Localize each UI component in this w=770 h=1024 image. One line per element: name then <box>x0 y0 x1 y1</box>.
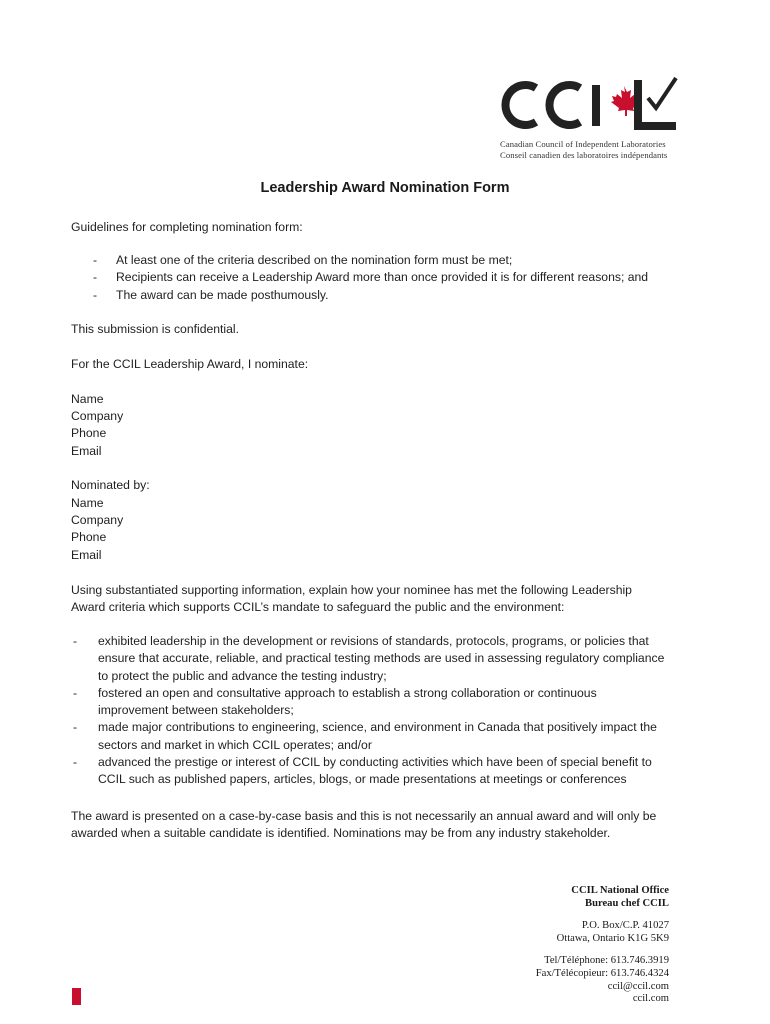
criteria-intro-line-2: Award criteria which supports CCIL’s mandate to safeguard the public and the environment: <box>71 600 565 614</box>
nominee-email-label: Email <box>71 444 102 458</box>
office-tel: Tel/Téléphone: 613.746.3919 <box>544 955 669 967</box>
nominator-email-label: Email <box>71 548 102 562</box>
ccil-logo-mark <box>498 72 688 134</box>
office-website[interactable]: ccil.com <box>632 993 669 1005</box>
office-address <box>536 885 669 1006</box>
check-icon <box>648 78 676 108</box>
office-name-fr: Bureau chef CCIL <box>585 897 669 909</box>
office-city: Ottawa, Ontario K1G 5K9 <box>556 932 669 944</box>
office-email[interactable]: ccil@ccil.com <box>607 980 669 992</box>
list-item: - fostered an open and consultative approach to establish a strong collaboration or continuous improvement between stakeholders; <box>73 685 597 718</box>
red-accent-bar <box>72 988 81 1005</box>
closing-line-1: The award is presented on a case-by-case basis and this is not necessarily an annual award and will only be <box>71 809 657 823</box>
ccil-logo <box>498 72 688 164</box>
nominee-company-label: Company <box>71 409 124 423</box>
guidelines-heading: Guidelines for completing nomination form: <box>71 220 303 234</box>
office-fax: Fax/Télécopieur: 613.746.4324 <box>535 967 669 979</box>
logo-subtitle-fr: Conseil canadien des laboratoires indépendants <box>500 150 668 160</box>
nominee-name-label: Name <box>71 392 104 406</box>
criteria-list <box>71 633 701 789</box>
nominator-phone-label: Phone <box>71 530 107 544</box>
list-item: - advanced the prestige or interest of CCIL by conducting activities which have been of special benefit to CCIL such as published papers, articles, blogs, or made presentations at meetings or conferences <box>73 755 652 787</box>
criteria-intro-line-1: Using substantiated supporting information, explain how your nominee has met the following Leadership <box>71 583 632 597</box>
page-title: Leadership Award Nomination Form <box>260 180 510 196</box>
nominee-phone-label: Phone <box>71 426 107 440</box>
list-item: - made major contributions to engineering, science, and environment in Canada that positively impact the sectors and market in which CCIL operates; and/or <box>73 720 657 752</box>
nominator-name-label: Name <box>71 496 104 510</box>
nominator-company-label: Company <box>71 513 124 527</box>
confidential-note: This submission is confidential. <box>71 322 239 336</box>
list-item: - exhibited leadership in the development or revisions of standards, protocols, programs, or policies that ensure that accurate, reliable, and practical testing methods are used in assessing regulatory compliance to protect the public and advance the testing industry; <box>73 634 665 683</box>
logo-subtitle-en: Canadian Council of Independent Laboratories <box>500 139 666 149</box>
closing-line-2: awarded when a suitable candidate is identified. Nominations may be from any industry stakeholder. <box>71 826 611 840</box>
office-po-box: P.O. Box/C.P. 41027 <box>581 920 669 932</box>
office-name-en: CCIL National Office <box>571 885 669 896</box>
nominated-by-heading: Nominated by: <box>71 478 150 492</box>
nominate-intro: For the CCIL Leadership Award, I nominate: <box>71 357 309 371</box>
document-page: Canadian Council of Independent Laboratories Conseil canadien des laboratoires indépendants Leadership Award Nomination Form Guidelines for completing nomination form: - At least one of the criteria described on the nomination form must be met; - Recipients can receive a Leadership Award more than once provided it is for different reasons; and - The award can be made posthumously. This submission is confidential. For the CCIL Leadership Award, I nominate: Name Company Phone Email Nominated by: Name Company Phone Email Using substantiated supporting information, explain how your nominee has met the following Leadership Award criteria which supports CCIL’s mandate to safeguard the public and the environment: - exhibited leadership in the development or revisions of standards, protocols, programs, or policies that ensure that accurate, reliable, and practical testing methods are used in assessing regulatory compliance to protect the public and advance the testing industry; - fostered an open and consultative approach to establish a strong collaboration or continuous improvement between stakeholders; - made major contributions to engineering, science, and environment in Canada that positively impact the sectors and market in which CCIL operates; and/or - advanced the prestige or interest of CCIL by conducting activities which have been of special benefit to CCIL such as published papers, articles, blogs, or made presentations at meetings or conferences The award is presented on a case-by-case basis and this is not necessarily an annual award and will only be awarded when a suitable candidate is identified. Nominations may be from any industry stakeholder. CCIL National Office Bureau chef CCIL P.O. Box/C.P. 41027 Ottawa, Ontario K1G 5K9 Tel/Téléphone: 613.746.3919 Fax/Télécopieur: 613.746.4324 ccil@ccil.com ccil.com <box>0 0 770 1024</box>
